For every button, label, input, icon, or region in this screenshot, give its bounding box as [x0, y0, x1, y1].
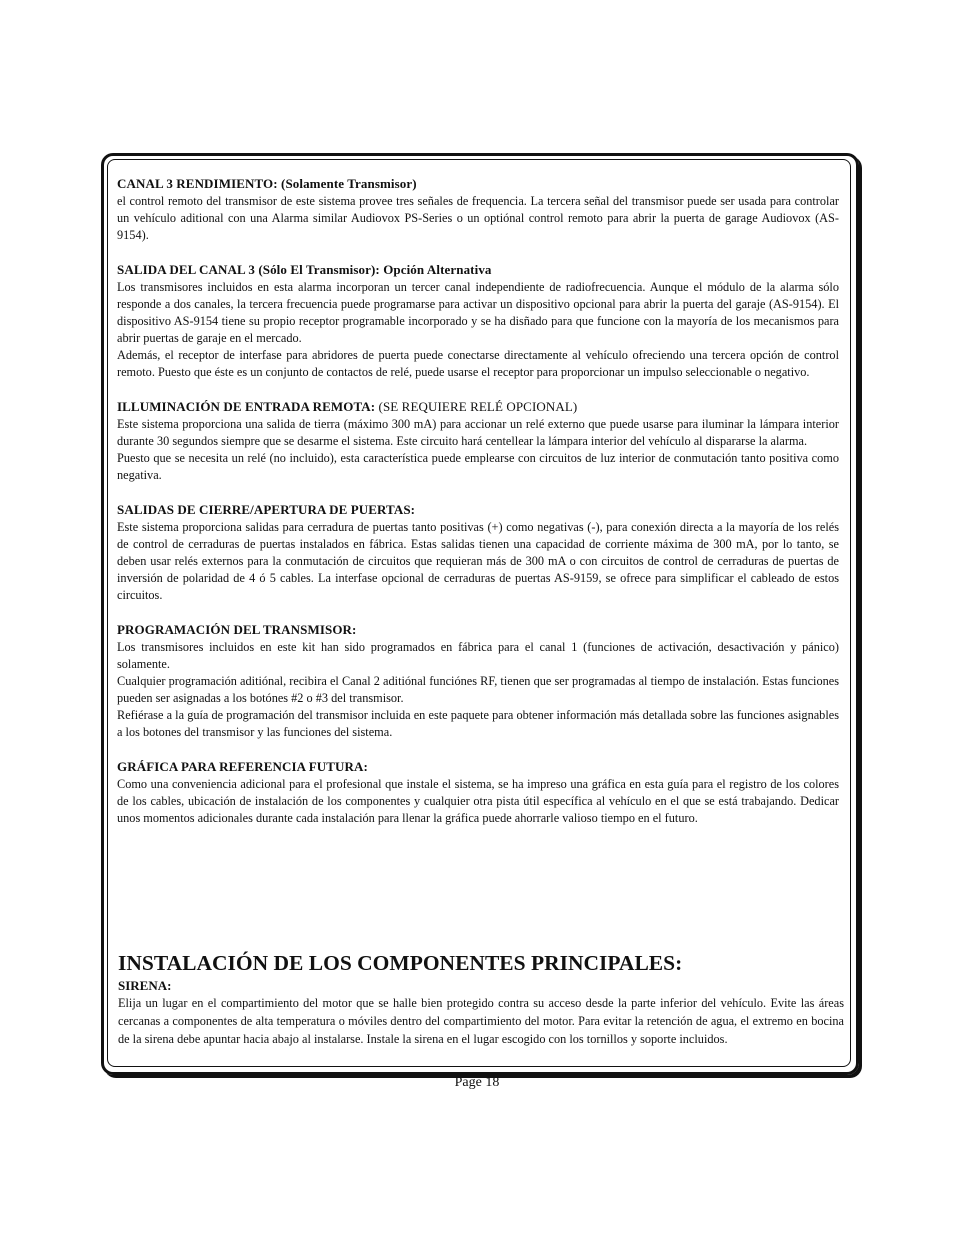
paragraph: Este sistema proporciona salidas para cerradura de puertas tanto positivas (+) como negativas (-), para conexión directa a la mayoría de los relés de control de cerraduras de puertas instalados en fábrica. Estas salidas tienen una capacidad de corriente máxima de 300 mA, por lo tanto, se deben usar relés externos para la conmutación de circuitos que requieran más de 300 mA o con circuitos de control de cerraduras de puertas de inversión de polaridad de 4 ó 5 cables. La interfase opcional de cerraduras de puertas AS-9159, se ofrece para simplificar el cableado de estos circuitos. — [117, 520, 839, 602]
section-programacion-transmisor — [117, 621, 839, 741]
section-salida-canal-3 — [117, 261, 839, 381]
section-heading-text: SALIDA DEL CANAL 3 (Sólo El Transmisor): Opción Alternativa — [117, 262, 492, 277]
sirena-body — [118, 994, 844, 1048]
section-heading — [117, 758, 839, 776]
section-heading — [117, 501, 839, 519]
section-iluminacion-entrada — [117, 398, 839, 484]
paragraph: Cualquier programación aditiónal, recibira el Canal 2 aditiónal funciónes RF, tienen que ser programadas al tiempo de instalación. Estas funciones pueden ser asignadas a los botónes #2 o #3 del transmisor. — [117, 674, 839, 705]
section-body — [117, 416, 839, 484]
document-content — [117, 175, 839, 844]
section-heading-text: PROGRAMACIÓN DEL TRANSMISOR: — [117, 622, 357, 637]
main-title: INSTALACIÓN DE LOS COMPONENTES PRINCIPALES: — [118, 951, 683, 975]
section-canal-3-rendimiento — [117, 175, 839, 244]
section-heading-text: CANAL 3 RENDIMIENTO: (Solamente Transmisor) — [117, 176, 417, 191]
section-body — [117, 279, 839, 381]
paragraph: Como una conveniencia adicional para el profesional que instale el sistema, se ha impreso una gráfica en esta guía para el registro de los colores de los cables, ubicación de instalación de los componentes y cualquier otra pista útil específica al vehículo en el que se está trabajando. Dedicar unos momentos adicionales durante cada instalación para llenar la gráfica puede ahorrarle valioso tiempo en el futuro. — [117, 777, 839, 825]
paragraph: Los transmisores incluidos en este kit han sido programados en fábrica para el canal 1 (funciones de activación, desactivación y pánico) solamente. — [117, 640, 839, 671]
sirena-heading: SIRENA: — [118, 978, 172, 993]
section-grafica-referencia — [117, 758, 839, 827]
section-heading — [117, 261, 839, 279]
paragraph: Los transmisores incluidos en esta alarma incorporan un tercer canal independiente de radiofrecuencia. Aunque el módulo de la alarma sólo responde a dos canales, la tercera frecuencia puede programarse para activar un dispositivo opcional para abrir la puerta del garaje (AS-9154). El dispositivo AS-9154 tiene su propio receptor programable incorporado y se ha disñado para que funcione con la mayoría de los mecanismos para abrir puertas de garaje en el mercado. — [117, 280, 839, 345]
section-body — [117, 519, 839, 604]
paragraph: Puesto que se necesita un relé (no incluido), esta característica puede emplearse con circuitos de luz interior de conmutación tanto positiva como negativa. — [117, 451, 839, 482]
section-salidas-cierre-puertas — [117, 501, 839, 604]
section-heading — [117, 175, 839, 193]
paragraph: Este sistema proporciona una salida de tierra (máximo 300 mA) para accionar un relé externo que puede usarse para iluminar la lámpara interior durante 30 segundos siempre que se desarme el sistema. Este circuito hará centellear la lámpara interior del vehículo al dispararse la alarma. — [117, 417, 839, 448]
section-heading-text: SALIDAS DE CIERRE/APERTURA DE PUERTAS: — [117, 502, 416, 517]
paragraph: Además, el receptor de interfase para abridores de puerta puede conectarse directamente al vehículo ofreciendo una tercera opción de control remoto. Puesto que éste es un conjunto de contactos de relé, puede usarse el receptor para proporcionar un impulso seleccionable o negativo. — [117, 348, 839, 379]
main-installation-section — [118, 949, 844, 1048]
section-heading — [117, 621, 839, 639]
page-number: Page 18 — [454, 1075, 500, 1090]
section-body — [117, 193, 839, 244]
section-heading — [117, 398, 839, 416]
section-heading-text: ILLUMINACIÓN DE ENTRADA REMOTA: — [117, 399, 376, 414]
section-heading-note: (SE REQUIERE RELÉ OPCIONAL) — [375, 399, 578, 414]
section-body — [117, 639, 839, 741]
paragraph: Elija un lugar en el compartimiento del motor que se halle bien protegido contra su acceso desde la parte inferior del vehículo. Evite las áreas cercanas a componentes de alta temperatura o móviles dentro del compartimiento del motor. Para evitar la retención de agua, el extremo en bocina de la sirena debe apuntar hacia abajo al instalarse. Instale la sirena en el lugar escogido con los tornillos y soporte incluidos. — [118, 996, 844, 1046]
paragraph: Refiérase a la guía de programación del transmisor incluida en este paquete para obtener información más detallada sobre las funciones asignables a los botones del transmisor y las funciones del sistema. — [117, 708, 839, 739]
section-heading-text: GRÁFICA PARA REFERENCIA FUTURA: — [117, 759, 368, 774]
section-body — [117, 776, 839, 827]
paragraph: el control remoto del transmisor de este sistema provee tres señales de frequencia. La tercera señal del transmisor puede ser usada para controlar un vehículo aditional con una Alarma similar Audiovox PS-Series o un optiónal control remoto para abrir la puerta de garage Audiovox (AS-9154). — [117, 194, 839, 242]
